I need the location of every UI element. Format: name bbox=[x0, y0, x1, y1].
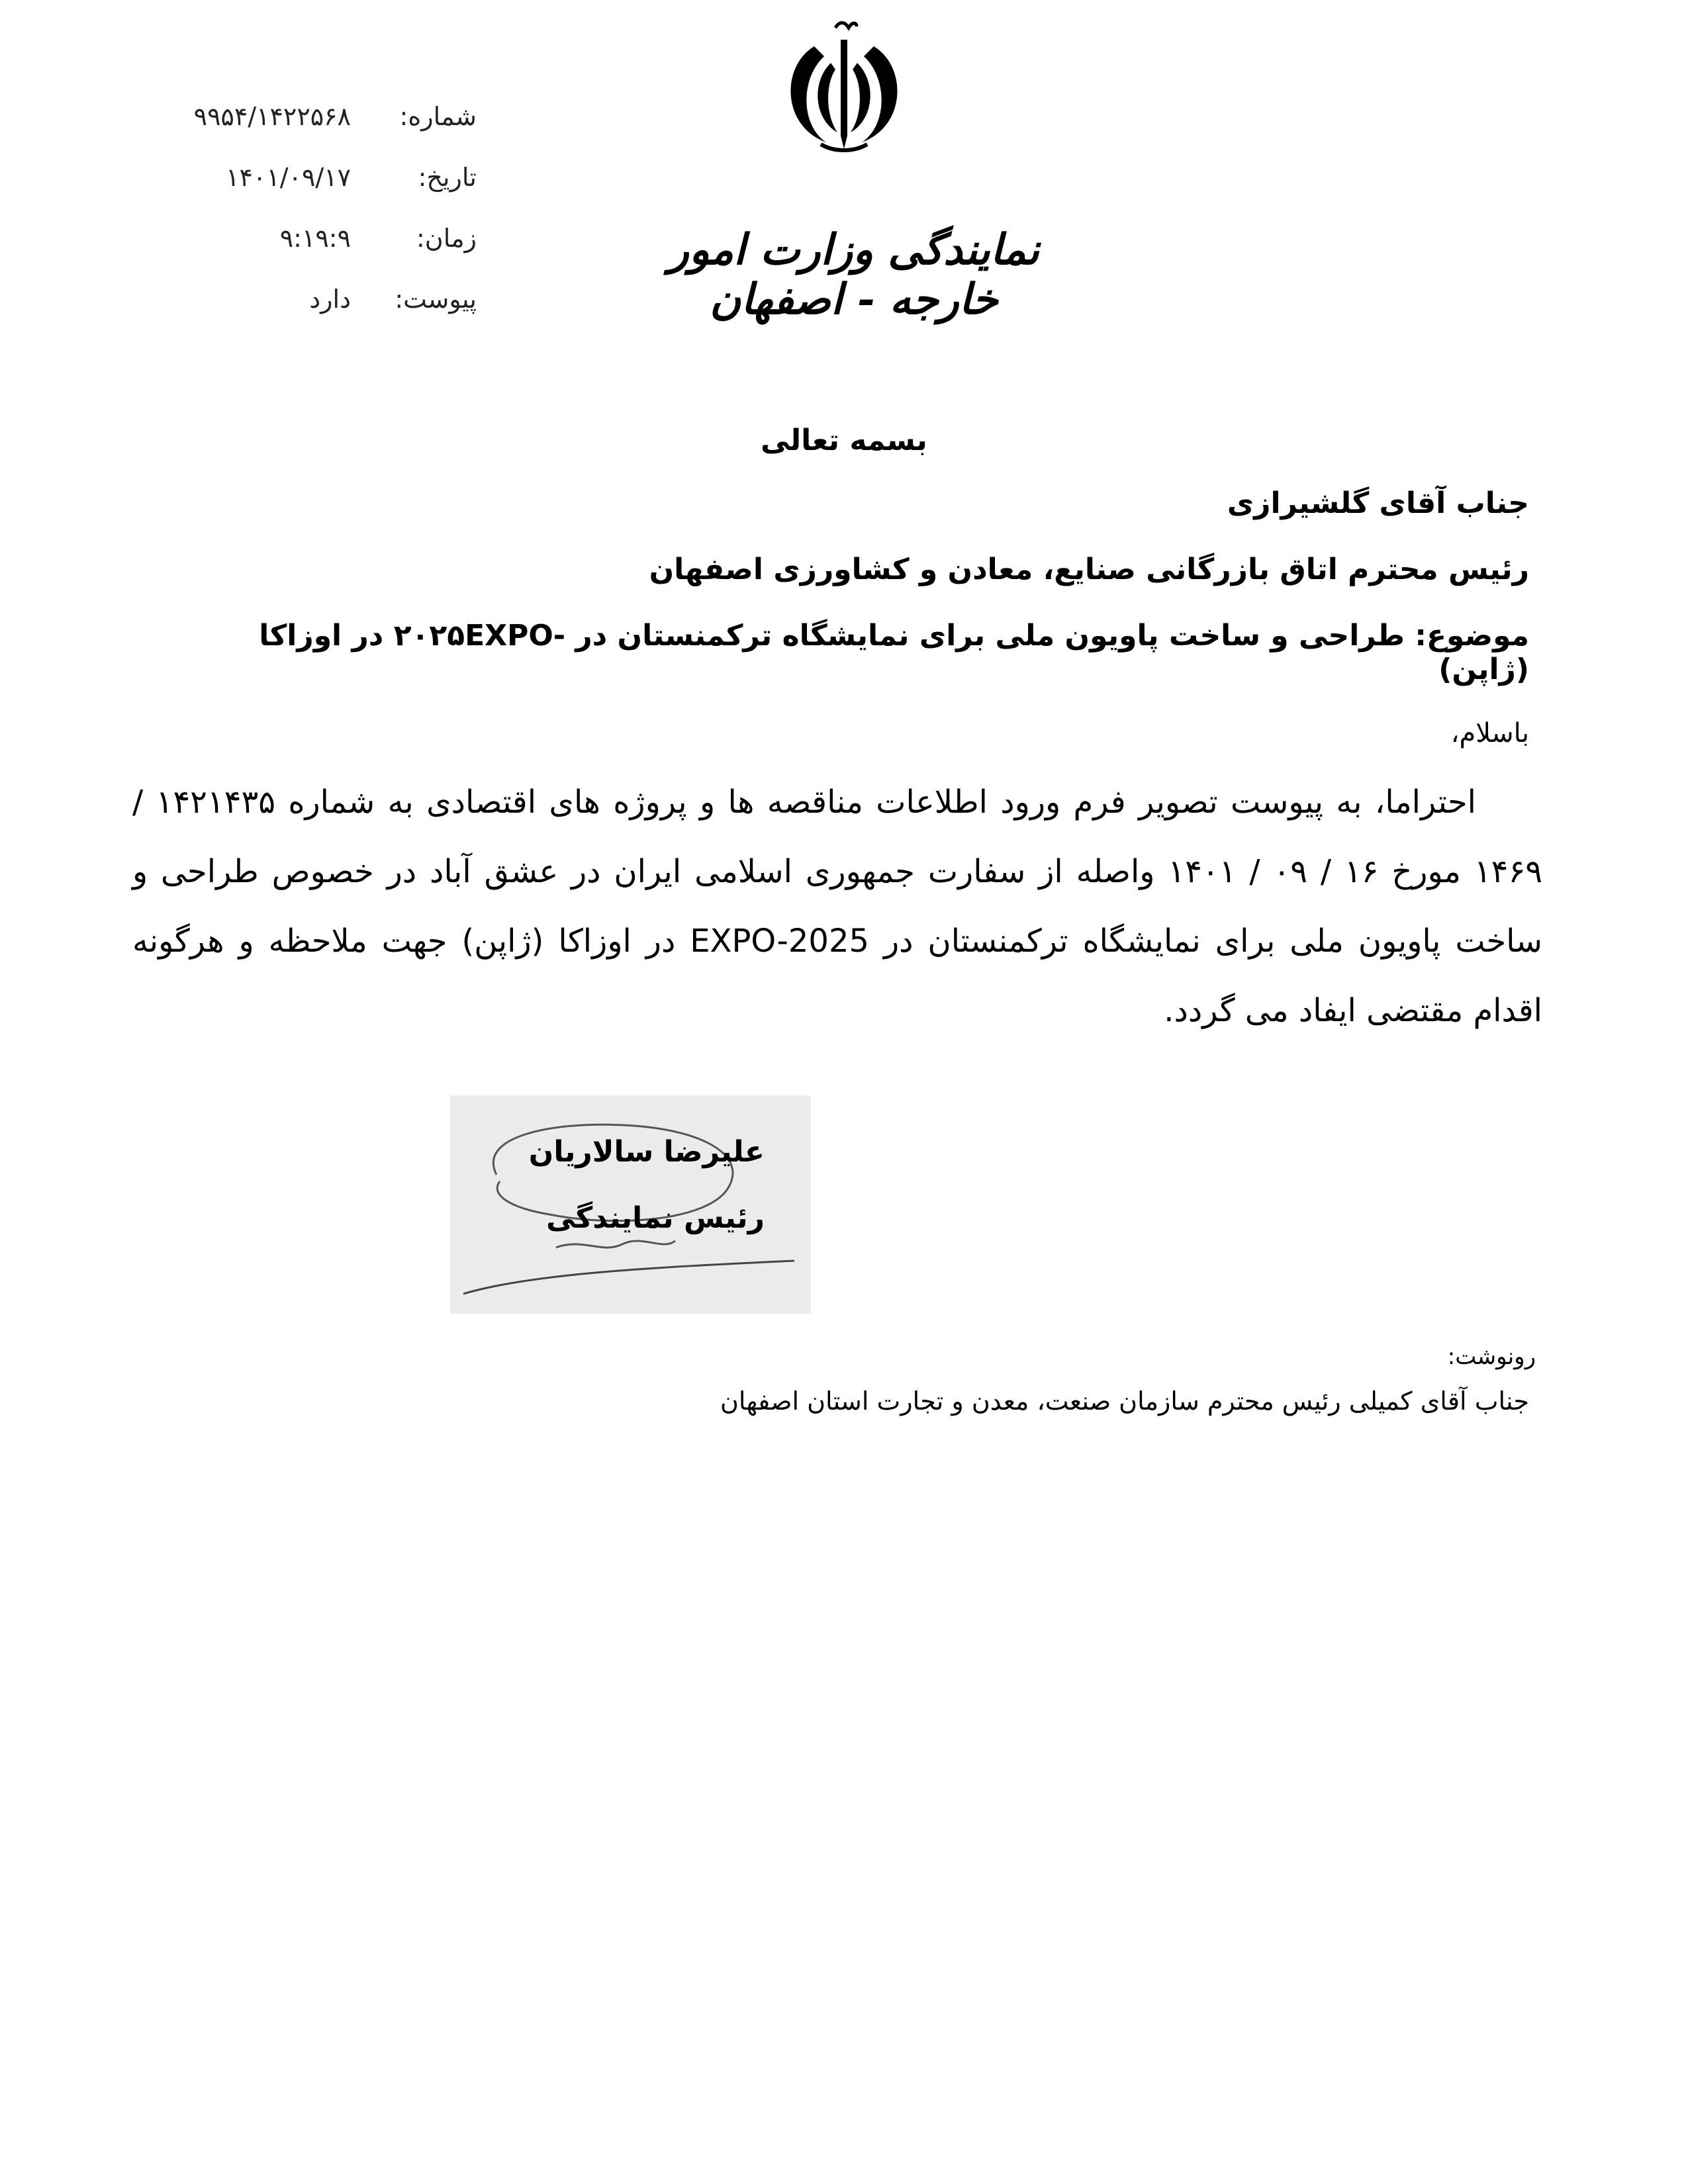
date-value: ۱۴۰۱/۰۹/۱۷ bbox=[226, 163, 351, 192]
greeting: باسلام، bbox=[1450, 718, 1529, 749]
time-row bbox=[132, 208, 477, 269]
recipient-name: جناب آقای گلشیرازی bbox=[1227, 486, 1529, 520]
attachment-label: پیوست: bbox=[395, 285, 477, 314]
cc-label: رونوشت: bbox=[1447, 1343, 1536, 1370]
date-label: تاریخ: bbox=[418, 163, 477, 192]
signature-stamp bbox=[450, 1095, 811, 1314]
bismillah-heading: بسمه تعالی bbox=[761, 424, 927, 457]
iran-emblem-icon bbox=[774, 20, 914, 159]
letter-meta bbox=[132, 86, 477, 330]
cc-recipient: جناب آقای کمیلی رئیس محترم سازمان صنعت، معدن و تجارت استان اصفهان bbox=[720, 1387, 1529, 1416]
letter-body: احتراما، به پیوست تصویر فرم ورود اطلاعات مناقصه ها و پروژه های اقتصادی به شماره ۱۴۲۱۴۳۵ / ۱۴۶۹ مورخ ۱۶ / ۰۹ / ۱۴۰۱ واصله از سفارت جمهوری اسلامی ایران در عشق آباد در خصوص طراحی و ساخت پاویون ملی برای نمایشگاه ترکمنستان در EXPO-2025 در اوزاکا (ژاپن) جهت ملاحظه و هرگونه اقدام مقتضی ایفاد می گردد. bbox=[132, 784, 1542, 1029]
number-row bbox=[132, 86, 477, 147]
letter-subject: موضوع: طراحی و ساخت پاویون ملی برای نمایشگاه ترکمنستان در -۲۰۲۵EXPO در اوزاکا (ژاپن) bbox=[259, 619, 1529, 686]
attachment-value: دارد bbox=[309, 285, 351, 314]
number-value: ۹۹۵۴/۱۴۲۲۵۶۸ bbox=[193, 102, 351, 131]
date-row bbox=[132, 147, 477, 208]
office-title: نمایندگی وزارت امور خارجه - اصفهان bbox=[668, 225, 1040, 324]
signer-name: علیرضا سالاریان bbox=[528, 1135, 765, 1169]
signer-role: رئیس نمایندگی bbox=[546, 1201, 765, 1235]
time-value: ۹:۱۹:۹ bbox=[279, 224, 351, 253]
recipient-title: رئیس محترم اتاق بازرگانی صنایع، معادن و کشاورزی اصفهان bbox=[649, 553, 1529, 586]
number-label: شماره: bbox=[399, 102, 477, 131]
time-label: زمان: bbox=[416, 224, 477, 253]
attachment-row bbox=[132, 269, 477, 330]
